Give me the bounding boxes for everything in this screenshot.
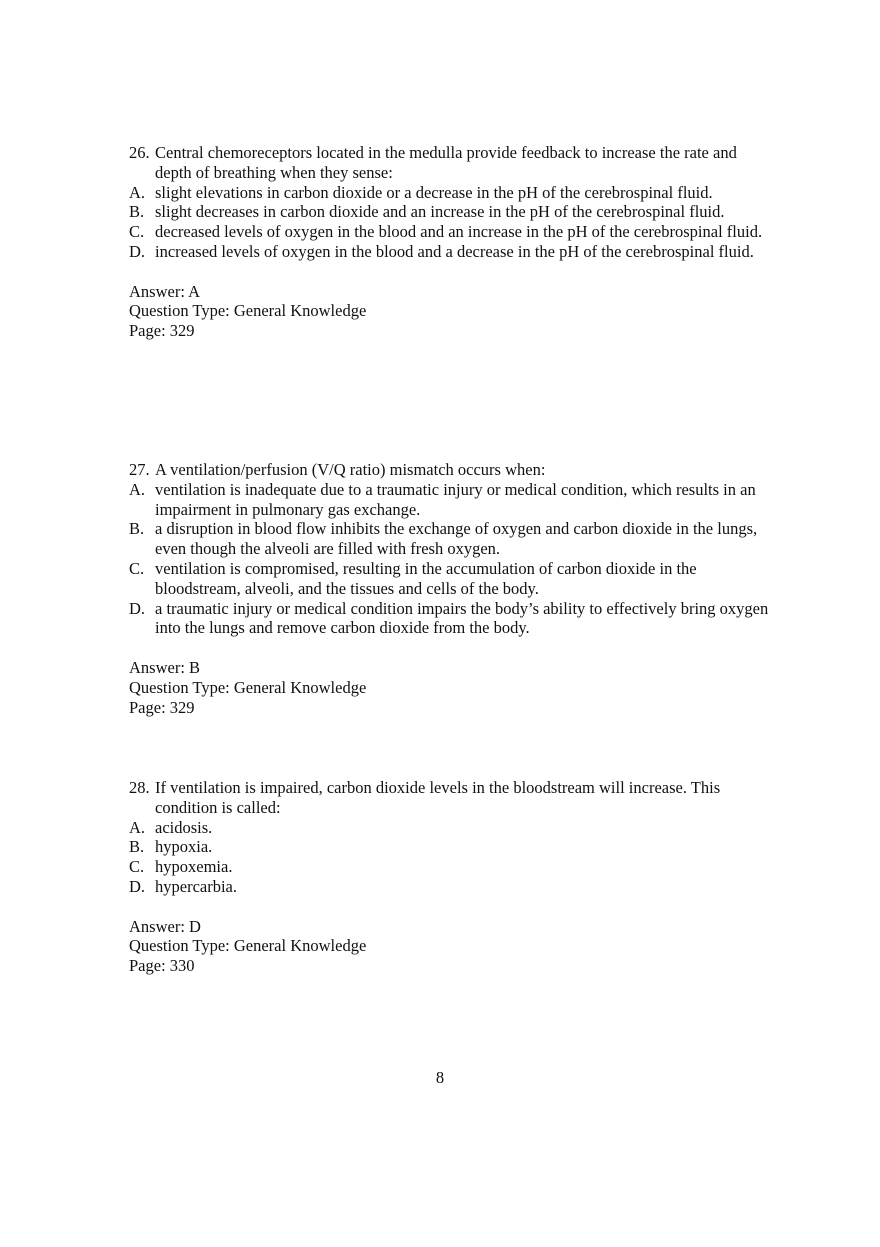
option-letter: D. [129,241,146,261]
question-number: 27. [129,460,150,479]
option-letter: A. [129,817,146,837]
option-d [129,877,769,897]
question-27 [129,460,769,717]
option-b [129,519,769,559]
question-26 [129,143,769,341]
option-text: a traumatic injury or medical condition impairs the body’s ability to effectively bring oxygen into the lungs and remove carbon dioxide from the body. [155,598,769,638]
question-stem [129,143,769,183]
question-meta [129,658,769,717]
question-text: Central chemoreceptors located in the medulla provide feedback to increase the rate and depth of breathing when they sense: [155,143,737,182]
option-letter: A. [129,182,146,202]
option-d [129,242,769,262]
question-text: A ventilation/perfusion (V/Q ratio) mismatch occurs when: [155,460,546,479]
option-b [129,837,769,857]
question-meta [129,282,769,341]
page-reference: Page: 329 [129,321,195,341]
question-meta [129,917,769,976]
option-text: slight decreases in carbon dioxide and an increase in the pH of the cerebrospinal fluid. [155,202,725,222]
answer-label: Answer: A [129,281,201,301]
page-reference: Page: 329 [129,697,195,717]
question-stem [129,778,769,818]
option-letter: A. [129,479,146,499]
option-a [129,818,769,838]
option-text: a disruption in blood flow inhibits the exchange of oxygen and carbon dioxide in the lungs, even though the alveoli are filled with fresh oxygen. [155,519,758,559]
option-letter: B. [129,202,145,222]
question-type-label: Question Type: General Knowledge [129,301,367,321]
option-text: slight elevations in carbon dioxide or a decrease in the pH of the cerebrospinal fluid. [155,182,713,202]
question-stem [129,460,769,480]
question-text: If ventilation is impaired, carbon dioxide levels in the bloodstream will increase. This condition is called: [155,778,721,817]
option-text: decreased levels of oxygen in the blood and an increase in the pH of the cerebrospinal fluid. [155,222,763,242]
option-letter: C. [129,558,145,578]
question-type-label: Question Type: General Knowledge [129,677,367,697]
option-b [129,202,769,222]
option-letter: C. [129,857,145,877]
option-letter: C. [129,222,145,242]
option-letter: D. [129,876,146,896]
option-d [129,599,769,639]
option-text: hypercarbia. [155,876,237,896]
option-letter: B. [129,837,145,857]
option-c [129,559,769,599]
option-letter: D. [129,598,146,618]
question-type-label: Question Type: General Knowledge [129,936,367,956]
option-text: acidosis. [155,817,213,837]
answer-label: Answer: B [129,657,201,677]
page-reference: Page: 330 [129,956,195,976]
option-text: hypoxia. [155,837,213,857]
option-text: hypoxemia. [155,857,233,877]
option-text: increased levels of oxygen in the blood and a decrease in the pH of the cerebrospinal fluid. [155,241,754,261]
option-text: ventilation is compromised, resulting in the accumulation of carbon dioxide in the bloodstream, alveoli, and the tissues and cells of the body. [155,558,697,598]
option-text: ventilation is inadequate due to a traumatic injury or medical condition, which results in an impairment in pulmonary gas exchange. [155,479,756,519]
option-letter: B. [129,519,145,539]
answer-label: Answer: D [129,916,201,936]
option-c [129,222,769,242]
question-28 [129,778,769,976]
option-a [129,183,769,203]
option-c [129,857,769,877]
option-a [129,480,769,520]
page-number: 8 [435,1068,445,1087]
question-number: 28. [129,778,150,797]
question-number: 26. [129,143,150,162]
